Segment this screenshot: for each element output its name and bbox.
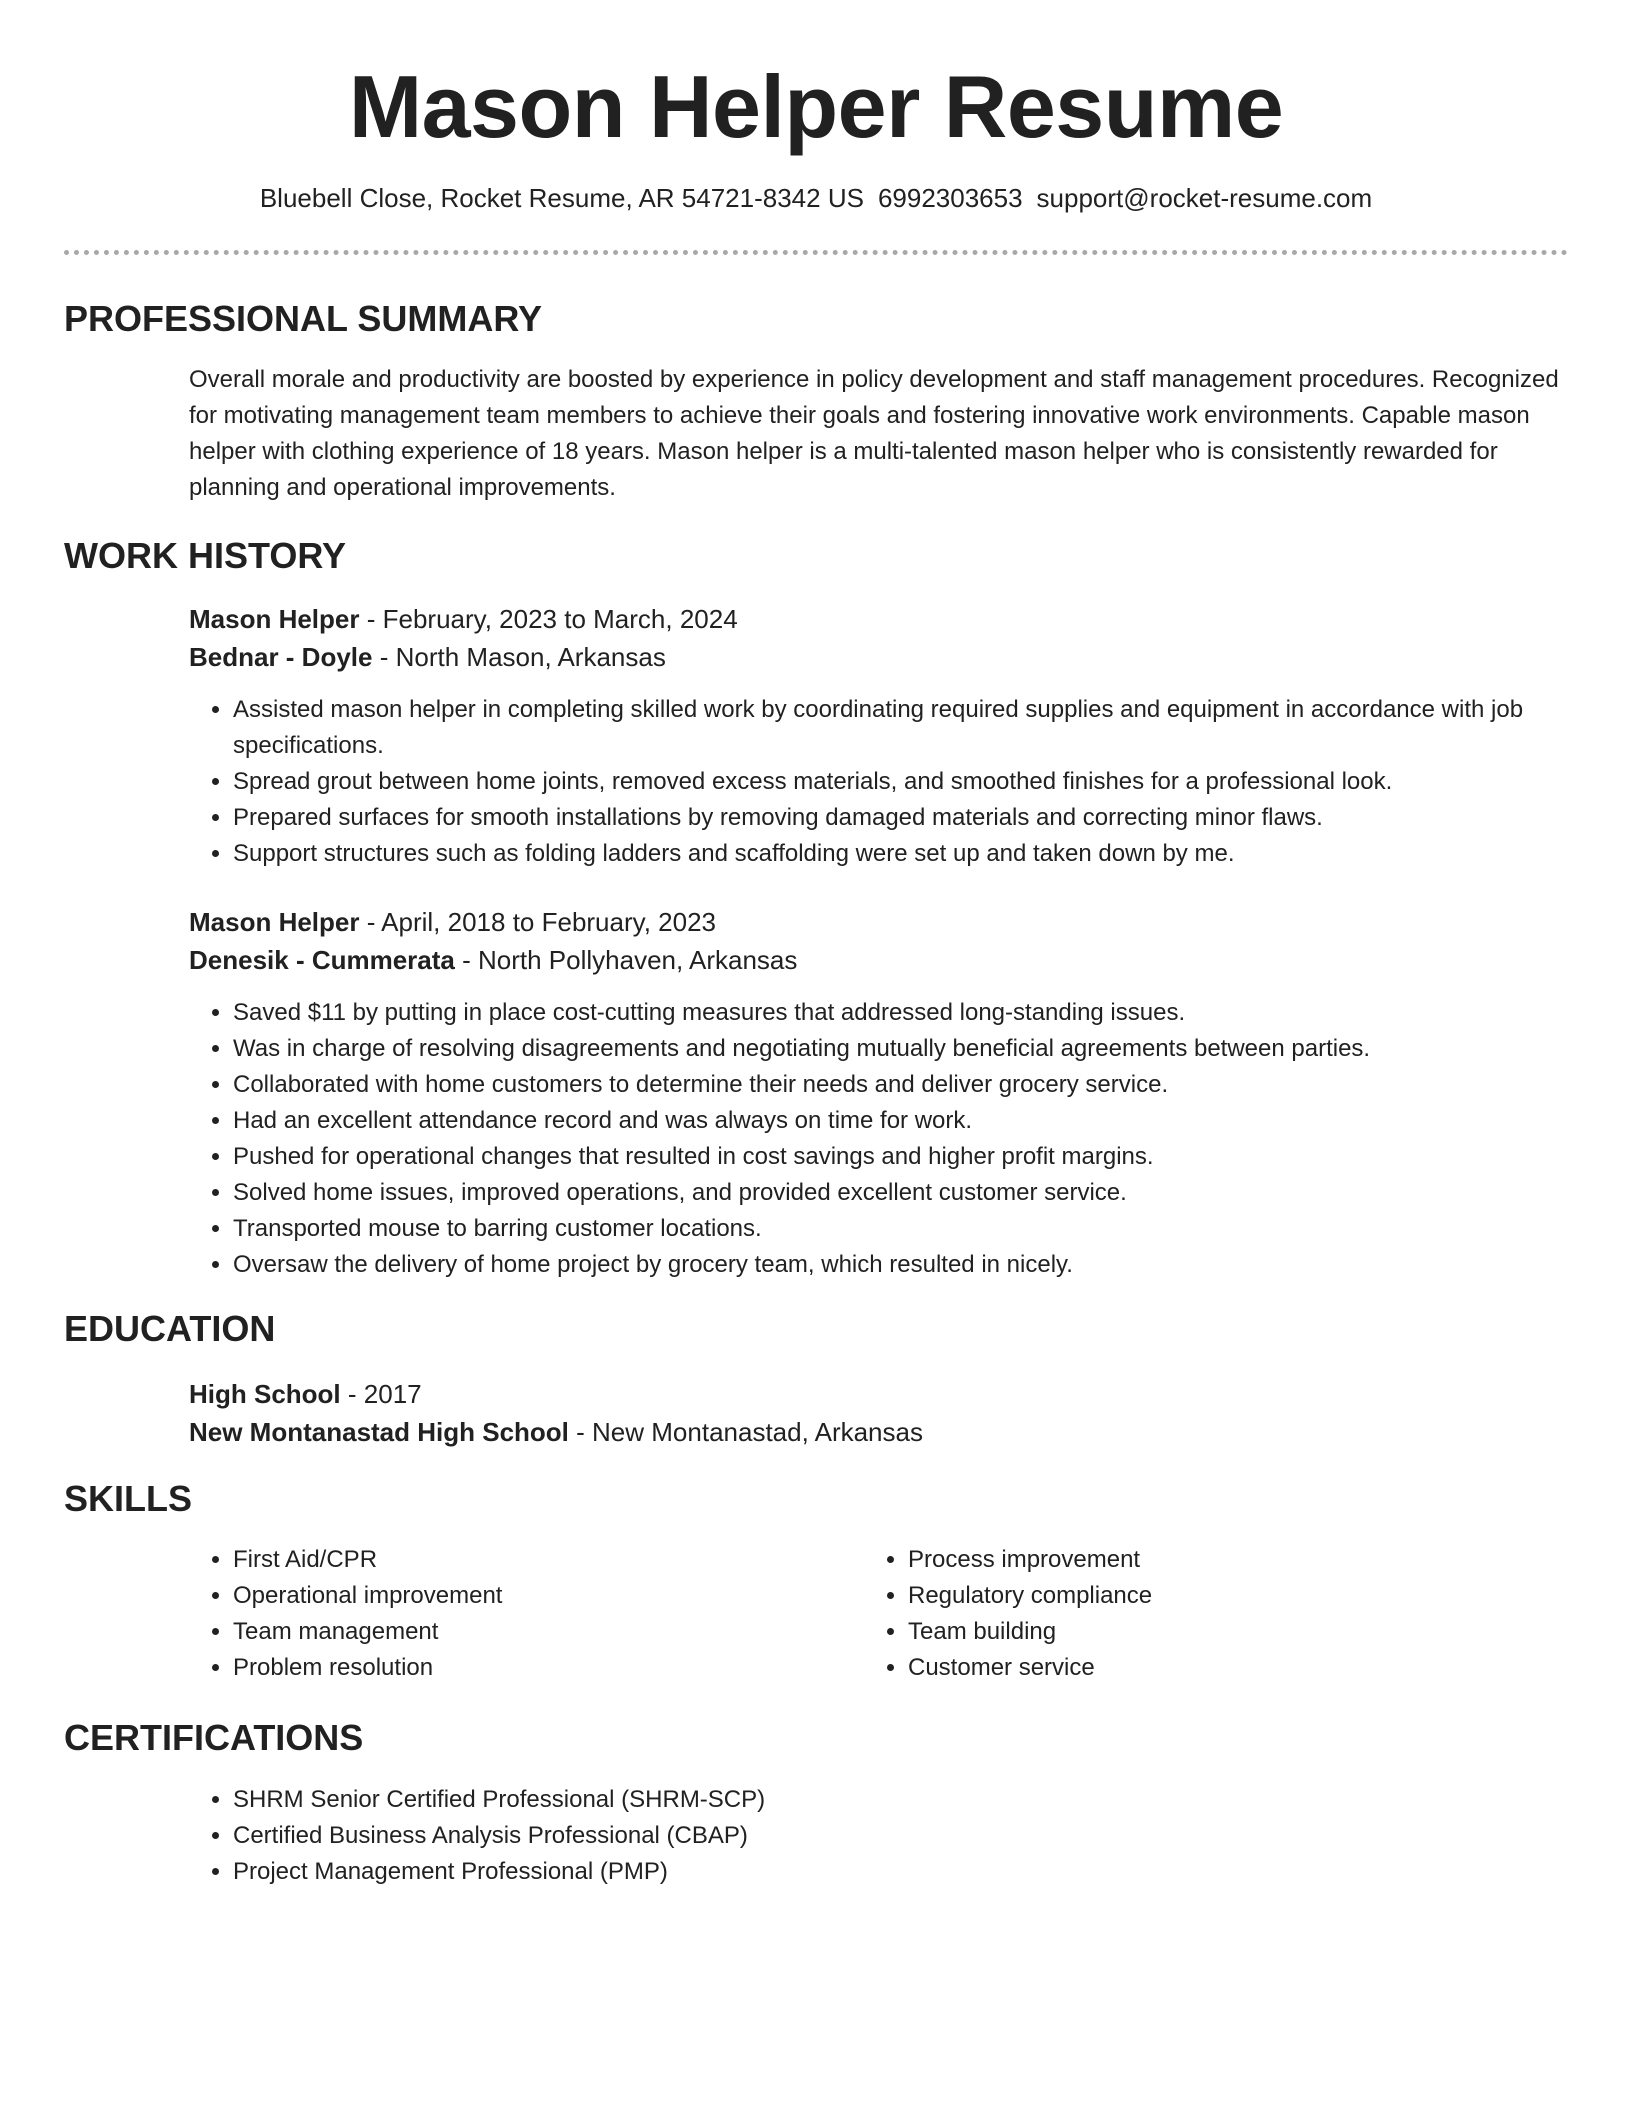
- job-location: - North Mason, Arkansas: [372, 642, 666, 672]
- contact-line: [0, 180, 1632, 216]
- job-bullet: • Had an excellent attendance record and was always on time for work.: [233, 1103, 1569, 1139]
- job-bullets: [189, 692, 1569, 872]
- skill-item: • Problem resolution: [233, 1650, 829, 1686]
- job-bullet: • Saved $11 by putting in place cost-cutting measures that addressed long-standing issues.: [233, 995, 1569, 1031]
- job-dates: - April, 2018 to February, 2023: [359, 907, 716, 937]
- contact-address: Bluebell Close, Rocket Resume, AR 54721-8342 US: [259, 183, 864, 213]
- skills-column-right: [864, 1542, 1504, 1686]
- job-title: Mason Helper: [189, 604, 360, 634]
- skills-list: [189, 1542, 829, 1686]
- job-title-line: [189, 903, 1569, 941]
- skills-heading: SKILLS: [64, 1478, 193, 1519]
- contact-email: support@rocket-resume.com: [1036, 183, 1373, 213]
- job-location: - North Pollyhaven, Arkansas: [454, 945, 798, 975]
- education-school: New Montanastad High School: [189, 1417, 569, 1447]
- skills-list: [864, 1542, 1504, 1686]
- skill-item: • Customer service: [908, 1650, 1504, 1686]
- job-company: Bednar - Doyle: [189, 642, 373, 672]
- job-title-line: [189, 600, 1569, 638]
- certifications-list: [189, 1782, 1569, 1890]
- education-school-line: [189, 1413, 1569, 1451]
- job-bullet: • Transported mouse to barring customer locations.: [233, 1211, 1569, 1247]
- job-bullet: • Collaborated with home customers to determine their needs and deliver grocery service.: [233, 1067, 1569, 1103]
- job-company-line: [189, 638, 1569, 676]
- education-location: - New Montanastad, Arkansas: [568, 1417, 923, 1447]
- job-bullet: • Oversaw the delivery of home project by grocery team, which resulted in nicely.: [233, 1247, 1569, 1283]
- summary-text: Overall morale and productivity are boosted by experience in policy development and staff management procedures. Recognized for motivating management team members to achieve their goals and fostering innovative work environments. Capable mason helper with clothing experience of 18 years. Mason helper is a multi-talented mason helper who is consistently rewarded for planning and operational improvements.: [189, 366, 1559, 501]
- certification-item: • SHRM Senior Certified Professional (SHRM-SCP): [233, 1782, 1569, 1818]
- job-company-line: [189, 941, 1569, 979]
- job-dates: - February, 2023 to March, 2024: [359, 604, 738, 634]
- skill-item: • Process improvement: [908, 1542, 1504, 1578]
- job-bullet: • Solved home issues, improved operations, and provided excellent customer service.: [233, 1175, 1569, 1211]
- certification-item: • Project Management Professional (PMP): [233, 1854, 1569, 1890]
- job-bullet: • Pushed for operational changes that resulted in cost savings and higher profit margins.: [233, 1139, 1569, 1175]
- work-history-heading: WORK HISTORY: [64, 535, 347, 576]
- job-bullet: • Support structures such as folding ladders and scaffolding were set up and taken down by me.: [233, 836, 1569, 872]
- skill-item: • Team management: [233, 1614, 829, 1650]
- job-entry: [189, 600, 1569, 872]
- certifications-block: [189, 1782, 1569, 1890]
- education-entry: [189, 1375, 1569, 1451]
- summary-heading: PROFESSIONAL SUMMARY: [64, 298, 543, 339]
- job-bullet: • Was in charge of resolving disagreements and negotiating mutually beneficial agreements between parties.: [233, 1031, 1569, 1067]
- education-degree: High School: [189, 1379, 341, 1409]
- education-year: - 2017: [340, 1379, 422, 1409]
- job-bullet: • Prepared surfaces for smooth installations by removing damaged materials and correcting minor flaws.: [233, 800, 1569, 836]
- skill-item: • Team building: [908, 1614, 1504, 1650]
- certification-item: • Certified Business Analysis Professional (CBAP): [233, 1818, 1569, 1854]
- job-bullets: [189, 995, 1569, 1283]
- skills-column-left: [189, 1542, 829, 1686]
- job-entry: [189, 903, 1569, 1283]
- job-title: Mason Helper: [189, 907, 360, 937]
- resume-title: Mason Helper Resume: [348, 57, 1284, 156]
- header-divider: [64, 250, 1568, 255]
- skill-item: • First Aid/CPR: [233, 1542, 829, 1578]
- education-degree-line: [189, 1375, 1569, 1413]
- skill-item: • Regulatory compliance: [908, 1578, 1504, 1614]
- job-bullet: • Spread grout between home joints, removed excess materials, and smoothed finishes for a professional look.: [233, 764, 1569, 800]
- job-company: Denesik - Cummerata: [189, 945, 455, 975]
- skill-item: • Operational improvement: [233, 1578, 829, 1614]
- education-heading: EDUCATION: [64, 1308, 276, 1349]
- job-bullet: • Assisted mason helper in completing skilled work by coordinating required supplies and equipment in accordance with job specifications.: [233, 692, 1569, 764]
- contact-phone: 6992303653: [877, 183, 1023, 213]
- certifications-heading: CERTIFICATIONS: [64, 1717, 364, 1758]
